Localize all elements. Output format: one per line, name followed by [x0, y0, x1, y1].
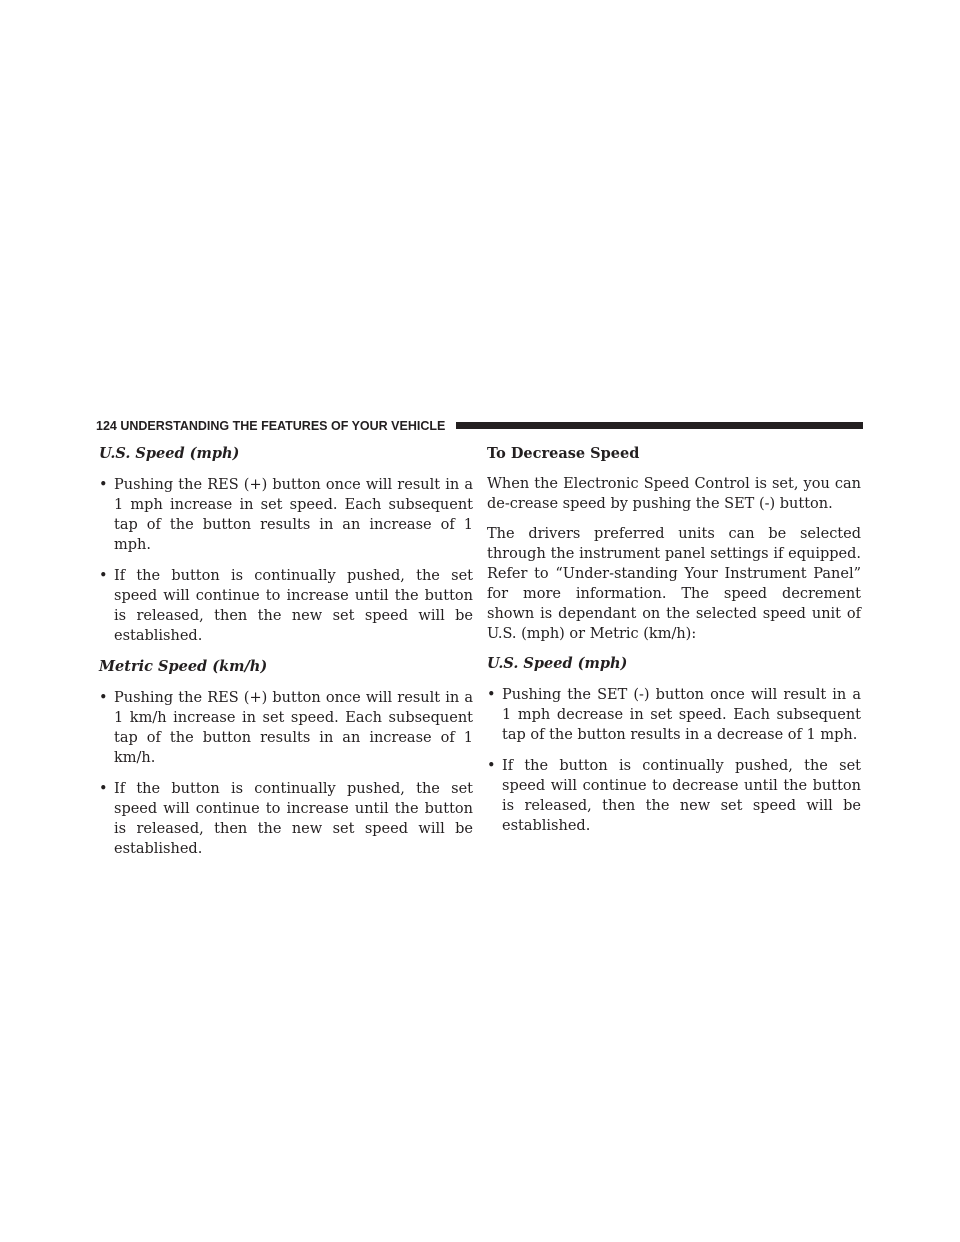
- metric-speed-heading: Metric Speed (km/h): [99, 658, 268, 675]
- right-column: [487, 444, 861, 847]
- bullet-text: If the button is continually pushed, the set speed will continue to decrease until the button is released, then the new set speed will be established.: [502, 758, 861, 834]
- bullet-icon: •: [99, 568, 108, 584]
- list-item: [99, 566, 473, 646]
- decrease-speed-heading: To Decrease Speed: [487, 445, 640, 462]
- list-item: [99, 475, 473, 555]
- bullet-icon: •: [99, 690, 108, 706]
- list-item: [487, 685, 861, 745]
- intro-paragraph: When the Electronic Speed Control is set, you can de-crease speed by pushing the SET (-) button.: [487, 476, 861, 512]
- page-header: [96, 418, 863, 434]
- units-paragraph: The drivers preferred units can be selected through the instrument panel settings if equipped. Refer to “Under-standing Your Instrument Panel” for more information. The speed decrement shown is dependant on the selected speed unit of U.S. (mph) or Metric (km/h):: [487, 526, 861, 642]
- bullet-text: If the button is continually pushed, the set speed will continue to increase until the button is released, then the new set speed will be established.: [114, 781, 473, 857]
- bullet-text: If the button is continually pushed, the set speed will continue to increase until the button is released, then the new set speed will be established.: [114, 568, 473, 644]
- list-item: [99, 688, 473, 768]
- header-rule: [456, 422, 863, 429]
- list-item: [487, 756, 861, 836]
- left-column: [99, 444, 473, 870]
- header-title: 124 UNDERSTANDING THE FEATURES OF YOUR VEHICLE: [96, 418, 451, 434]
- list-item: [99, 779, 473, 859]
- bullet-text: Pushing the RES (+) button once will result in a 1 mph increase in set speed. Each subsequent tap of the button results in an increase of 1 mph.: [114, 477, 473, 553]
- bullet-icon: •: [99, 781, 108, 797]
- bullet-icon: •: [487, 758, 496, 774]
- us-speed-heading-right: U.S. Speed (mph): [487, 655, 628, 672]
- us-speed-heading: U.S. Speed (mph): [99, 445, 240, 462]
- bullet-icon: •: [99, 477, 108, 493]
- bullet-text: Pushing the RES (+) button once will result in a 1 km/h increase in set speed. Each subsequent tap of the button results in an increase of 1 km/h.: [114, 690, 473, 766]
- bullet-text: Pushing the SET (-) button once will result in a 1 mph decrease in set speed. Each subsequent tap of the button results in a decrease of 1 mph.: [502, 687, 861, 743]
- bullet-icon: •: [487, 687, 496, 703]
